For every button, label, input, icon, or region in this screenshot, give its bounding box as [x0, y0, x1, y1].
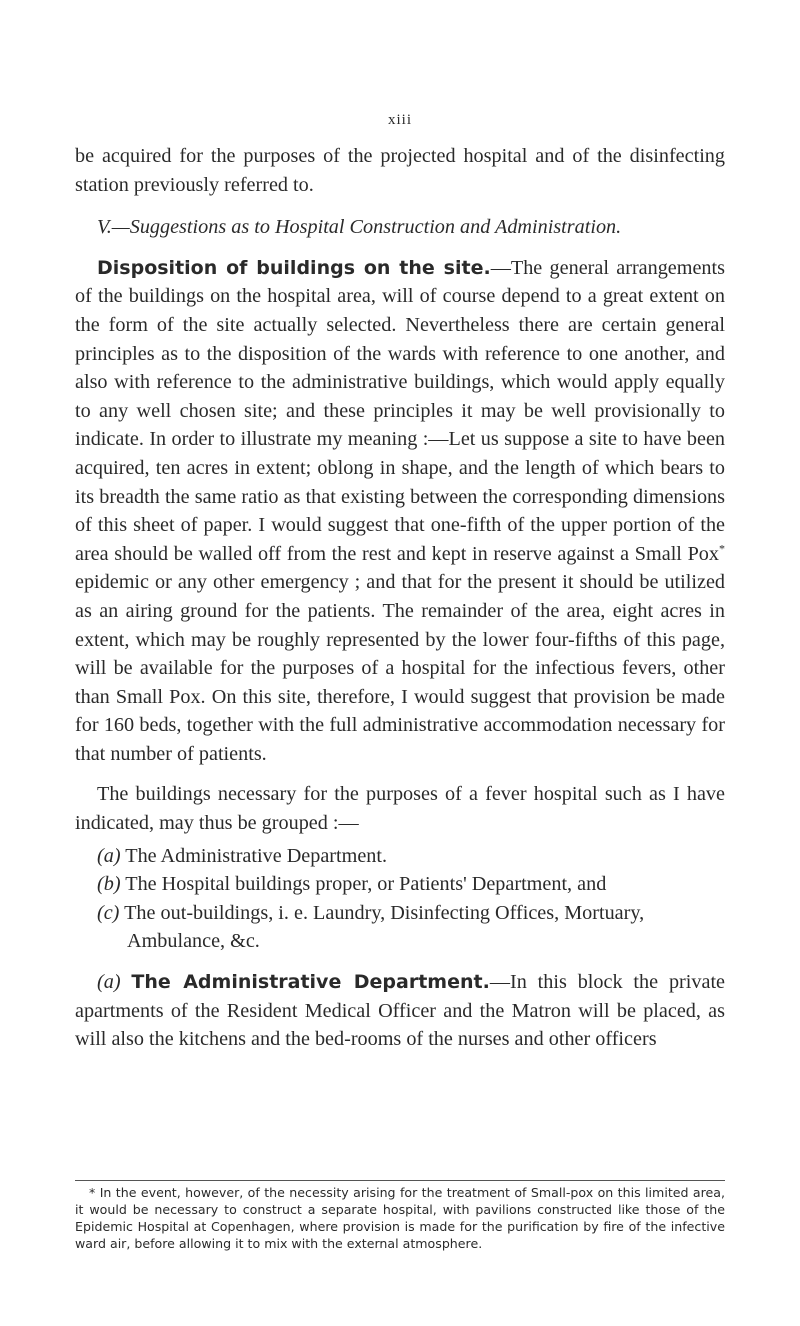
- footnote-divider: [75, 1180, 725, 1181]
- paragraph-disposition-text-b: epidemic or any other emergency ; and that for the present it should be utilized as an airing ground for the patients. The remainder of the area, eight acres in extent, which may be roughly represented by the lower four-fifths of this page, will be available for the purposes of a hospital for the infectious fevers, other than Small Pox. On this site, therefore, I would suggest that provision be made for 160 beds, together with the full administrative accommodation necessary for that number of patients.: [75, 571, 725, 765]
- page-body: [75, 142, 725, 1054]
- paragraph-disposition: [75, 254, 725, 769]
- paragraph-administrative: [75, 968, 725, 1054]
- section-heading: V.—Suggestions as to Hospital Construction and Administration.: [97, 216, 622, 239]
- run-in-heading-administrative: The Administrative Department.: [131, 971, 490, 994]
- list-item-text: The Hospital buildings proper, or Patients' Department, and: [125, 873, 607, 896]
- list-item-text: The out-buildings, i. e. Laundry, Disinfecting Offices, Mortuary, Ambulance, &c.: [124, 901, 645, 953]
- run-in-heading-disposition: Disposition of buildings on the site.: [97, 256, 491, 279]
- list-item-letter: (b): [97, 873, 121, 896]
- list-item: [75, 870, 725, 899]
- paragraph-administrative-text: —In this block the private apartments of the Resident Medical Officer and the Matron will be placed, as will also the kitchens and the bed-rooms of the nurses and other officers: [75, 971, 726, 1051]
- footnote: * In the event, however, of the necessity arising for the treatment of Small-pox on this limited area, it would be necessary to construct a separate hospital, with pavilions constructed like those of the Epidemic Hospital at Copenhagen, where provision is made for the purification by fire of the infective ward air, before allowing it to mix with the external atmosphere.: [75, 1185, 725, 1251]
- list-item-text: The Administrative Department.: [125, 844, 388, 867]
- paragraph-grouping: The buildings necessary for the purposes of a fever hospital such as I have indicated, may thus be grouped :—: [75, 783, 725, 835]
- grouping-list: [75, 842, 725, 956]
- list-item: [75, 842, 725, 871]
- list-item-letter: (c): [97, 901, 120, 924]
- page-number: xiii: [387, 112, 412, 128]
- paragraph-administrative-letter: (a): [97, 971, 121, 994]
- list-item: [75, 899, 725, 956]
- list-item-letter: (a): [97, 844, 121, 867]
- opening-paragraph: be acquired for the purposes of the projected hospital and of the disinfecting station previously referred to.: [75, 145, 725, 196]
- footnote-marker: *: [719, 540, 725, 555]
- paragraph-disposition-text-a: —The general arrangements of the buildings on the hospital area, will of course depend to a great extent on the form of the site actually selected. Nevertheless there are certain general principles as to the disposition of the wards with reference to one another, and also with reference to the administrative buildings, which would apply equally to any well chosen site; and these principles it may be well provisionally to indicate. In order to illustrate my meaning :—Let us suppose a site to have been acquired, ten acres in extent; oblong in shape, and the length of which bears to its breadth the same ratio as that existing between the corresponding dimensions of this sheet of paper. I would suggest that one-fifth of the upper portion of the area should be walled off from the rest and kept in reserve against a Small Pox: [75, 256, 725, 565]
